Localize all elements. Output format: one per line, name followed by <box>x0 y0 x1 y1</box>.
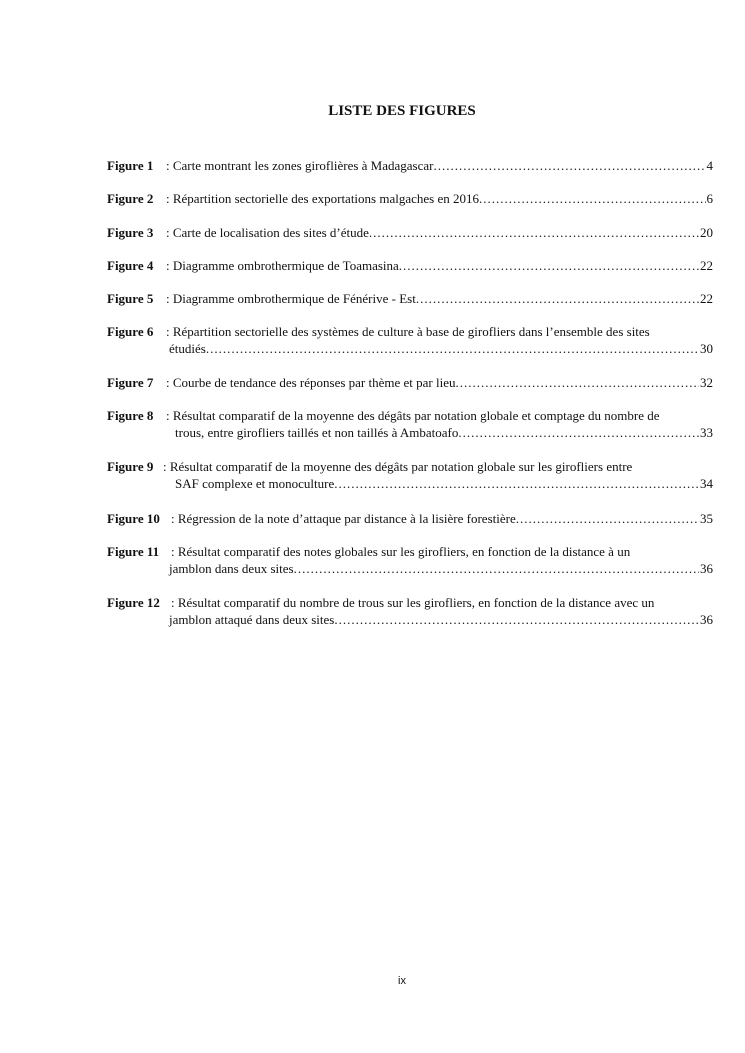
dot-leader <box>206 341 699 357</box>
dot-leader <box>334 612 699 628</box>
figure-label: Figure 4 <box>107 258 154 273</box>
figure-caption: : Répartition sectorielle des exportations malgaches en 2016 <box>166 191 479 206</box>
figure-entry <box>107 191 713 208</box>
figure-entry <box>107 291 713 308</box>
figure-label: Figure 5 <box>107 291 154 306</box>
page-ref: 6 <box>706 191 713 206</box>
page-number: ix <box>398 975 406 987</box>
figure-caption: : Résultat comparatif de la moyenne des dégâts par notation globale sur les girofliers entre <box>163 459 633 474</box>
figure-label: Figure 9 <box>107 459 154 474</box>
dot-leader <box>294 561 699 577</box>
page-title: LISTE DES FIGURES <box>328 103 476 119</box>
figure-caption-cont: étudiés <box>169 341 206 356</box>
dot-leader <box>416 291 699 307</box>
figure-entry <box>107 258 713 275</box>
figure-entry <box>107 544 713 578</box>
dot-leader <box>456 375 700 391</box>
figure-caption: : Résultat comparatif du nombre de trous sur les girofliers, en fonction de la distance avec un <box>171 595 655 610</box>
dot-leader <box>369 225 699 241</box>
figure-caption: : Répartition sectorielle des systèmes de culture à base de girofliers dans l’ensemble des sites <box>166 324 650 339</box>
figure-label: Figure 8 <box>107 408 154 423</box>
page-ref: 4 <box>706 158 713 173</box>
figure-entry <box>107 158 713 175</box>
figure-caption: : Carte de localisation des sites d’étude <box>166 225 369 240</box>
figure-caption-cont: jamblon attaqué dans deux sites <box>169 612 335 627</box>
figure-label: Figure 10 <box>107 511 160 526</box>
figure-caption: : Régression de la note d’attaque par distance à la lisière forestière <box>171 511 516 526</box>
page-ref: 32 <box>700 375 713 390</box>
figure-label: Figure 11 <box>107 544 160 559</box>
figure-label: Figure 12 <box>107 595 160 610</box>
page-ref: 36 <box>700 561 713 576</box>
page-ref: 30 <box>700 341 713 356</box>
dot-leader <box>433 158 705 174</box>
page-ref: 35 <box>700 511 713 526</box>
figure-caption-cont: SAF complexe et monoculture <box>175 476 335 491</box>
dot-leader <box>458 425 699 441</box>
figure-entry <box>107 225 713 242</box>
figure-entry <box>107 324 713 358</box>
figure-caption: : Diagramme ombrothermique de Toamasina <box>166 258 399 273</box>
dot-leader <box>399 258 699 274</box>
page-ref: 33 <box>700 425 713 440</box>
figure-entry <box>107 595 713 629</box>
figure-caption: : Courbe de tendance des réponses par thème et par lieu <box>166 375 456 390</box>
figure-caption: : Diagramme ombrothermique de Fénérive - Est <box>166 291 416 306</box>
figure-label: Figure 7 <box>107 375 154 390</box>
dot-leader <box>479 191 706 207</box>
figure-label: Figure 1 <box>107 158 154 173</box>
figure-entry <box>107 408 713 442</box>
dot-leader <box>516 511 699 527</box>
figure-entry <box>107 459 713 493</box>
dot-leader <box>334 476 699 492</box>
figure-caption: : Résultat comparatif des notes globales sur les girofliers, en fonction de la distance à un <box>171 544 631 559</box>
page-ref: 36 <box>700 612 713 627</box>
figure-label: Figure 6 <box>107 324 154 339</box>
figure-caption-cont: trous, entre girofliers taillés et non taillés à Ambatoafo <box>175 425 459 440</box>
figure-caption: : Carte montrant les zones giroflières à Madagascar <box>166 158 434 173</box>
figure-label: Figure 2 <box>107 191 154 206</box>
page-ref: 20 <box>700 225 713 240</box>
page-ref: 22 <box>700 291 713 306</box>
page-ref: 34 <box>700 476 713 491</box>
page-ref: 22 <box>700 258 713 273</box>
figure-caption-cont: jamblon dans deux sites <box>169 561 294 576</box>
figure-entry <box>107 375 713 392</box>
figure-entry <box>107 511 713 528</box>
figure-label: Figure 3 <box>107 225 154 240</box>
figure-caption: : Résultat comparatif de la moyenne des dégâts par notation globale et comptage du nombre de <box>166 408 660 423</box>
